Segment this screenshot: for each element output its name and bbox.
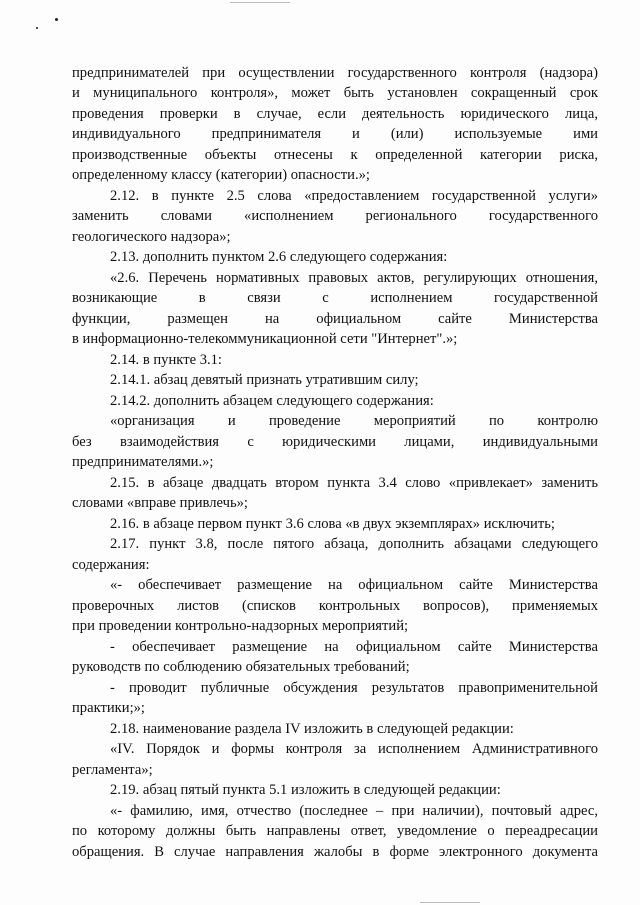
text-line: заменить словами «исполнением регионального государственного xyxy=(72,208,598,224)
text-line: 2.19. абзац пятый пункта 5.1 изложить в следующей редакции: xyxy=(110,782,501,798)
text-line: производственные объекты отнесены к определенной категории риска, xyxy=(72,147,598,163)
text-line: предпринимателей при осуществлении государственного контроля (надзора) xyxy=(72,65,598,81)
text-line: руководств по соблюдению обязательных требований; xyxy=(72,659,410,675)
text-line: «- обеспечивает размещение на официальном сайте Министерства xyxy=(110,577,598,593)
text-line: геологического надзора»; xyxy=(72,229,231,245)
text-line: по которому должны быть направлены ответ, уведомление о переадресации xyxy=(72,823,598,839)
scan-artifact-line xyxy=(420,902,480,903)
text-line: проведения проверки в случае, если деятельность юридического лица, xyxy=(72,106,598,122)
text-line: 2.12. в пункте 2.5 слова «предоставлением государственной услуги» xyxy=(110,188,598,204)
text-line: практики;»; xyxy=(72,700,145,716)
text-line: 2.14. в пункте 3.1: xyxy=(110,352,222,368)
text-line: регламента»; xyxy=(72,762,153,778)
text-line: - обеспечивает размещение на официальном сайте Министерства xyxy=(110,639,598,655)
text-line: 2.13. дополнить пунктом 2.6 следующего содержания: xyxy=(110,249,448,265)
text-line: содержания: xyxy=(72,557,150,573)
text-line: 2.18. наименование раздела IV изложить в следующей редакции: xyxy=(110,721,514,737)
text-line: функции, размещен на официальном сайте Министерства xyxy=(72,311,598,327)
text-line: предпринимателями.»; xyxy=(72,454,214,470)
scan-speck xyxy=(55,18,58,21)
text-line: определенному классу (категории) опасности.»; xyxy=(72,167,370,183)
text-line: 2.14.2. дополнить абзацем следующего содержания: xyxy=(110,393,434,409)
text-line: 2.14.1. абзац девятый признать утратившим силу; xyxy=(110,372,419,388)
text-line: 2.15. в абзаце двадцать втором пункта 3.4 слово «привлекает» заменить xyxy=(110,475,598,491)
scan-speck xyxy=(36,27,38,29)
text-line: и муниципального контроля», может быть установлен сокращенный срок xyxy=(72,85,598,101)
text-line: обращения. В случае направления жалобы в форме электронного документа xyxy=(72,844,598,860)
text-line: при проведении контрольно-надзорных мероприятий; xyxy=(72,618,409,634)
scan-artifact-line xyxy=(230,2,290,3)
text-line: 2.17. пункт 3.8, после пятого абзаца, дополнить абзацами следующего xyxy=(110,536,598,552)
text-line: в информационно-телекоммуникационной сети "Интернет".»; xyxy=(72,331,458,347)
text-line: словами «вправе привлечь»; xyxy=(72,495,248,511)
text-line: проверочных листов (списков контрольных вопросов), применяемых xyxy=(72,598,598,614)
text-line: - проводит публичные обсуждения результатов правоприменительной xyxy=(110,680,598,696)
text-line: «IV. Порядок и формы контроля за исполнением Административного xyxy=(110,741,598,757)
text-line: «2.6. Перечень нормативных правовых актов, регулирующих отношения, xyxy=(110,270,598,286)
text-line: индивидуального предпринимателя и (или) используемые ими xyxy=(72,126,598,142)
text-line: «- фамилию, имя, отчество (последнее – при наличии), почтовый адрес, xyxy=(110,803,598,819)
text-line: «организация и проведение мероприятий по контролю xyxy=(110,413,598,429)
text-line: без взаимодействия с юридическими лицами, индивидуальными xyxy=(72,434,598,450)
text-line: 2.16. в абзаце первом пункт 3.6 слова «в двух экземплярах» исключить; xyxy=(110,516,555,532)
text-line: возникающие в связи с исполнением государственной xyxy=(72,290,598,306)
